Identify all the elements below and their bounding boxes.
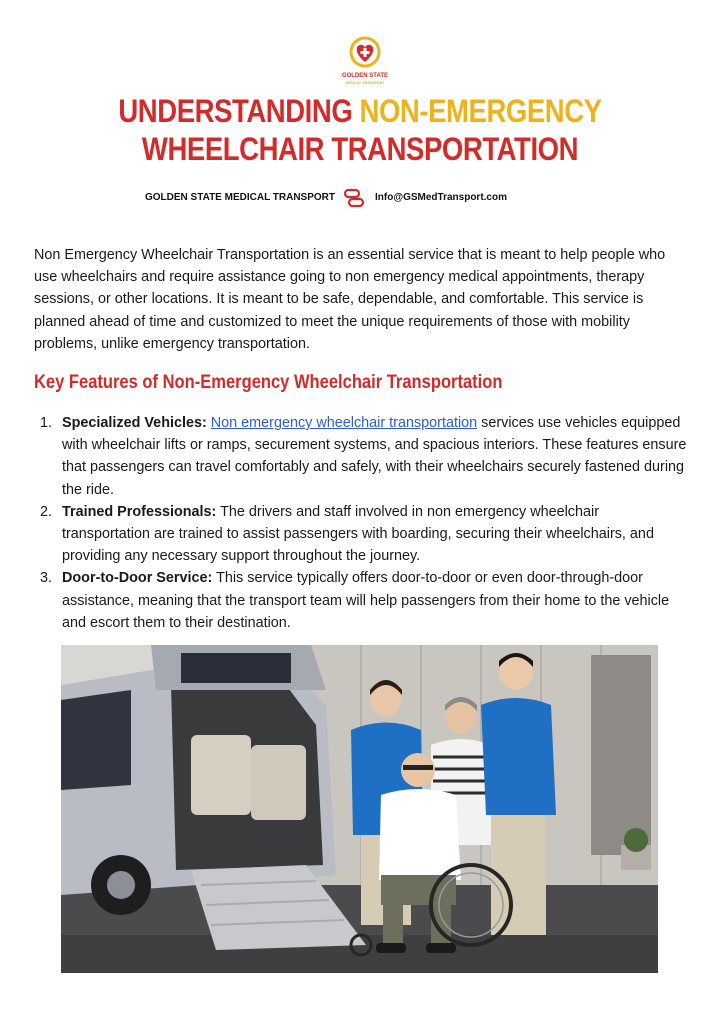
feature-text: The drivers and staff involved in non emergency wheelchair transportation are trained to assist passengers with boarding, securing their wheelchairs, and providing any necessary support throughout the journey. <box>62 503 654 565</box>
intro-paragraph <box>34 244 689 355</box>
feature-label: Door-to-Door Service: <box>62 570 213 587</box>
logo-name-line1: GOLDEN STATE <box>341 73 389 79</box>
wheelchair-van-photo <box>61 645 658 973</box>
list-item-number: 3. <box>40 570 53 587</box>
company-logo <box>337 34 393 90</box>
list-item-number: 1. <box>40 415 53 431</box>
title-line1 <box>50 92 669 130</box>
contact-row <box>0 187 720 211</box>
list-item-number: 2. <box>40 503 53 520</box>
feature-text: services use vehicles equipped with wheelchair lifts or ramps, securement systems, and spacious interiors. These features ensure that passengers can travel comfortably and safely, with their wheelchairs securely fastened during the ride. <box>62 415 687 498</box>
feature-text: This service typically offers door-to-door or even door-through-door assistance, meaning that the transport team will help passengers from their home to the vehicle and escort them to their destination. <box>62 570 670 631</box>
title-line2: WHEELCHAIR TRANSPORTATION <box>141 131 579 167</box>
contact-email[interactable]: Info@GSMedTransport.com <box>375 192 507 203</box>
title-part1: UNDERSTANDING <box>118 93 353 129</box>
list-item <box>34 412 689 501</box>
company-name: GOLDEN STATE MEDICAL TRANSPORT <box>145 192 335 203</box>
list-item <box>34 567 689 634</box>
service-link[interactable]: Non emergency wheelchair transportation <box>210 415 478 431</box>
features-list <box>34 412 689 634</box>
intro-text: Non Emergency Wheelchair Transportation is an essential service that is meant to help people who use wheelchairs and require assistance going to non emergency medical appointments, therapy sessions, or other locations. It is meant to be safe, dependable, and comfortable. This service is planned ahead of time and customized to meet the unique requirements of those with mobility problems, unlike emergency transportation. <box>34 247 666 352</box>
feature-label: Trained Professionals: <box>62 503 217 520</box>
photo-illustration <box>61 645 658 973</box>
heart-cross-logo-icon <box>337 34 393 90</box>
title-part2: NON-EMERGENCY <box>359 93 602 129</box>
linked-rings-icon <box>343 187 365 209</box>
logo-name-line2: MEDICAL TRANSPORT <box>345 81 385 85</box>
page-title <box>50 92 669 168</box>
feature-label: Specialized Vehicles: <box>62 415 207 431</box>
section-heading: Key Features of Non-Emergency Wheelchair Transportation <box>34 372 503 393</box>
list-item <box>34 501 689 568</box>
